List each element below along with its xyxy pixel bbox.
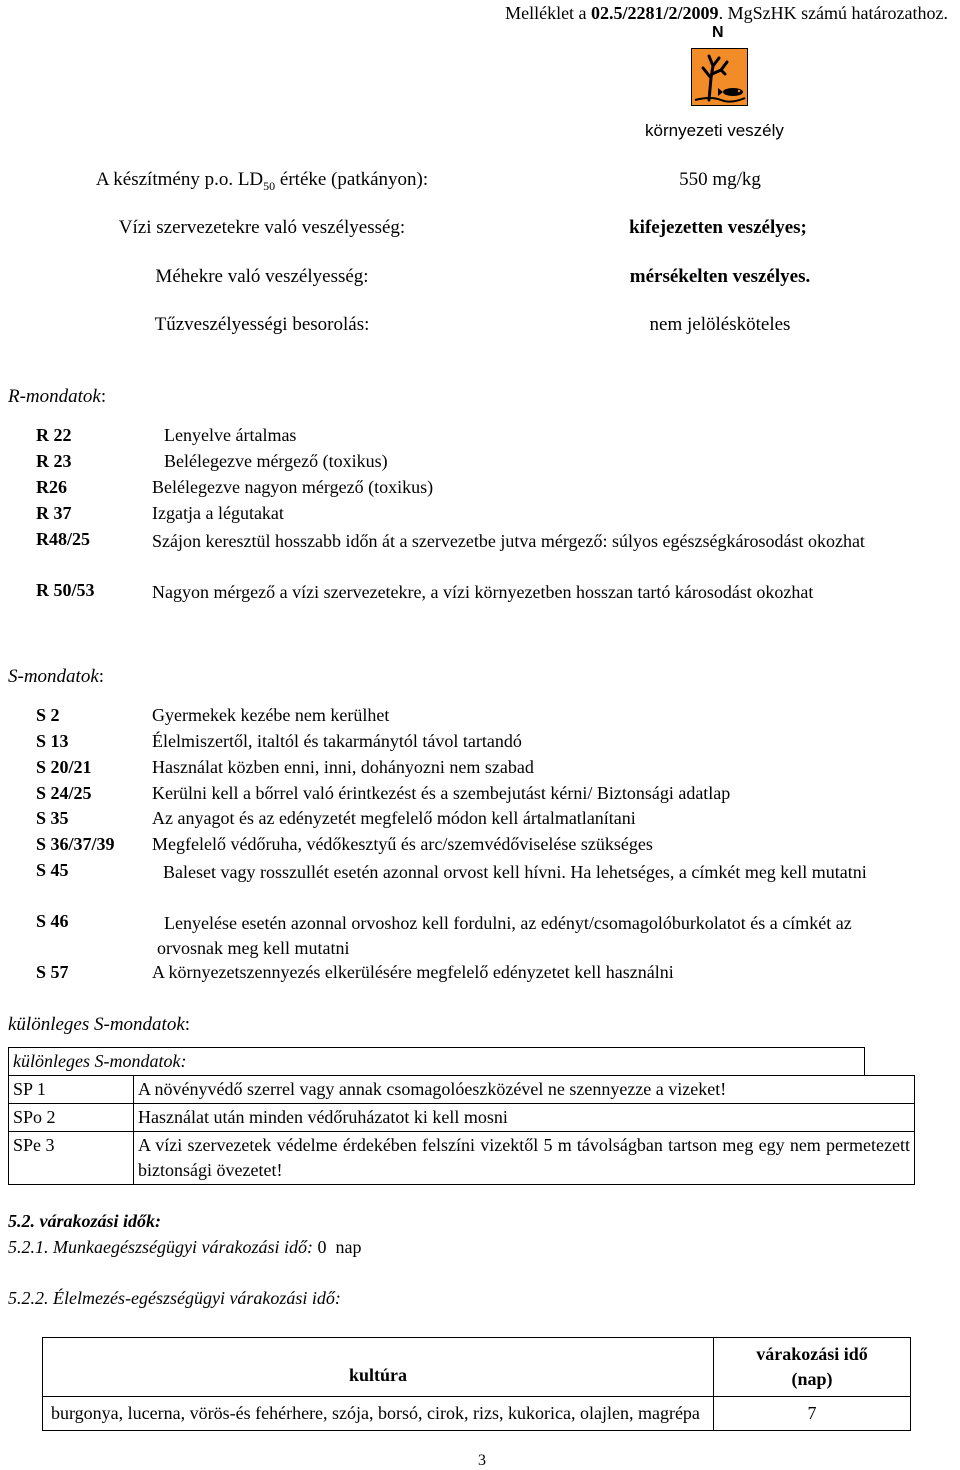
s-code: S 45 — [36, 860, 69, 880]
r-code: R48/25 — [36, 529, 90, 549]
work-waiting-value: 0 nap — [312, 1237, 362, 1257]
special-code: SPe 3 — [9, 1132, 134, 1185]
s-text: Kerülni kell a bőrrel való érintkezést és a szembejutást kérni/ Biztonsági adatlap — [152, 783, 731, 803]
special-phrases-table — [8, 1047, 915, 1185]
property-value-ld50: 550 mg/kg — [679, 169, 761, 190]
s-text: Baleset vagy rosszullét esetén azonnal orvost kell hívni. Ha lehetséges, a címkét meg kell mutatni — [163, 862, 867, 882]
r-section-title: R-mondatok: — [8, 386, 107, 407]
days-column-header: várakozási idő (nap) — [714, 1338, 911, 1397]
property-value-bees: mérsékelten veszélyes. — [629, 266, 811, 287]
s-code: S 35 — [36, 808, 69, 828]
crop-column-header: kultúra — [43, 1338, 714, 1397]
r-text: Lenyelve ártalmas — [164, 425, 297, 445]
hazard-symbol-caption: környezeti veszély — [645, 121, 784, 140]
s-code: S 57 — [36, 962, 69, 982]
waiting-heading: 5.2. várakozási idők: — [8, 1211, 161, 1231]
special-section-title: különleges S-mondatok: — [8, 1014, 191, 1035]
s-code: S 2 — [36, 705, 60, 725]
s-code: S 13 — [36, 731, 69, 751]
food-waiting-label: 5.2.2. Élelmezés-egészségügyi várakozási idő: — [8, 1288, 341, 1308]
header-prefix: Melléklet a — [505, 3, 592, 23]
special-text: Használat után minden védőruházatot ki kell mosni — [134, 1104, 915, 1132]
special-text: A növényvédő szerrel vagy annak csomagolóeszközével ne szennyezze a vizeket! — [134, 1076, 915, 1104]
property-label-fire: Tűzveszélyességi besorolás: — [154, 314, 370, 335]
property-value-fire: nem jelölésköteles — [649, 314, 791, 335]
s-text: Élelmiszertől, italtól és takarmánytól távol tartandó — [152, 731, 522, 751]
dead-tree-fish-environment-hazard-icon — [691, 48, 748, 106]
crop-cell: burgonya, lucerna, vörös-és fehérhere, szója, borsó, cirok, rizs, kukorica, olajlen, magrépa — [43, 1397, 714, 1431]
r-code: R 50/53 — [36, 580, 95, 600]
special-code: SP 1 — [9, 1076, 134, 1104]
property-label-aquatic: Vízi szervezetekre való veszélyesség: — [118, 217, 406, 238]
header-suffix: . MgSzHK számú határozathoz. — [718, 3, 948, 23]
s-text: Lenyelése esetén azonnal orvoshoz kell fordulni, az edényt/csomagolóburkolatot és a címkét az orvosnak meg kell mutatni — [157, 913, 852, 958]
property-label-ld50: A készítmény p.o. $LD_{50}$ értéke (patkányon): — [95, 169, 429, 193]
work-waiting-line — [8, 1237, 361, 1258]
property-value-aquatic: kifejezetten veszélyes; — [629, 217, 807, 238]
s-code: S 46 — [36, 911, 69, 931]
s-code: S 20/21 — [36, 757, 92, 777]
r-code: R 22 — [36, 425, 72, 445]
days-cell: 7 — [714, 1397, 911, 1431]
r-text: Belélegezve nagyon mérgező (toxikus) — [152, 477, 434, 497]
special-table-header: különleges S-mondatok: — [9, 1048, 865, 1076]
waiting-times-table — [42, 1337, 911, 1431]
s-text: Megfelelő védőruha, védőkesztyű és arc/szemvédőviselése szükséges — [152, 834, 653, 854]
s-code: S 24/25 — [36, 783, 92, 803]
work-waiting-label: 5.2.1. Munkaegészségügyi várakozási idő: — [8, 1237, 313, 1257]
s-text: A környezetszennyezés elkerülésére megfelelő edényzetet kell használni — [152, 962, 674, 982]
s-text: Az anyagot és az edényzetét megfelelő módon kell ártalmatlanítani — [152, 808, 636, 828]
s-text: Gyermekek kezébe nem kerülhet — [152, 705, 390, 725]
r-code: R 37 — [36, 503, 72, 523]
r-code: R26 — [36, 477, 67, 497]
property-label-bees: Méhekre való veszélyesség: — [155, 266, 369, 287]
s-section-title: S-mondatok: — [8, 666, 105, 687]
hazard-symbol-letter: N — [712, 24, 724, 41]
document-header — [505, 3, 948, 24]
special-text: A vízi szervezetek védelme érdekében felszíni vizektől 5 m távolságban tartson meg egy nem permetezett biztonsági övezetet! — [134, 1132, 915, 1185]
page-number: 3 — [478, 1452, 486, 1469]
r-text: Belélegezve mérgező (toxikus) — [164, 451, 388, 471]
r-text: Szájon keresztül hosszabb időn át a szervezetbe jutva mérgező: súlyos egészségkárosodást okozhat — [152, 531, 865, 551]
r-text: Izgatja a légutakat — [152, 503, 284, 523]
header-reference: 02.5/2281/2/2009 — [591, 3, 719, 23]
s-text: Használat közben enni, inni, dohányozni nem szabad — [152, 757, 534, 777]
r-text: Nagyon mérgező a vízi szervezetekre, a vízi környezetben hosszan tartó károsodást okozhat — [152, 582, 814, 602]
special-code: SPo 2 — [9, 1104, 134, 1132]
s-code: S 36/37/39 — [36, 834, 115, 854]
r-code: R 23 — [36, 451, 72, 471]
